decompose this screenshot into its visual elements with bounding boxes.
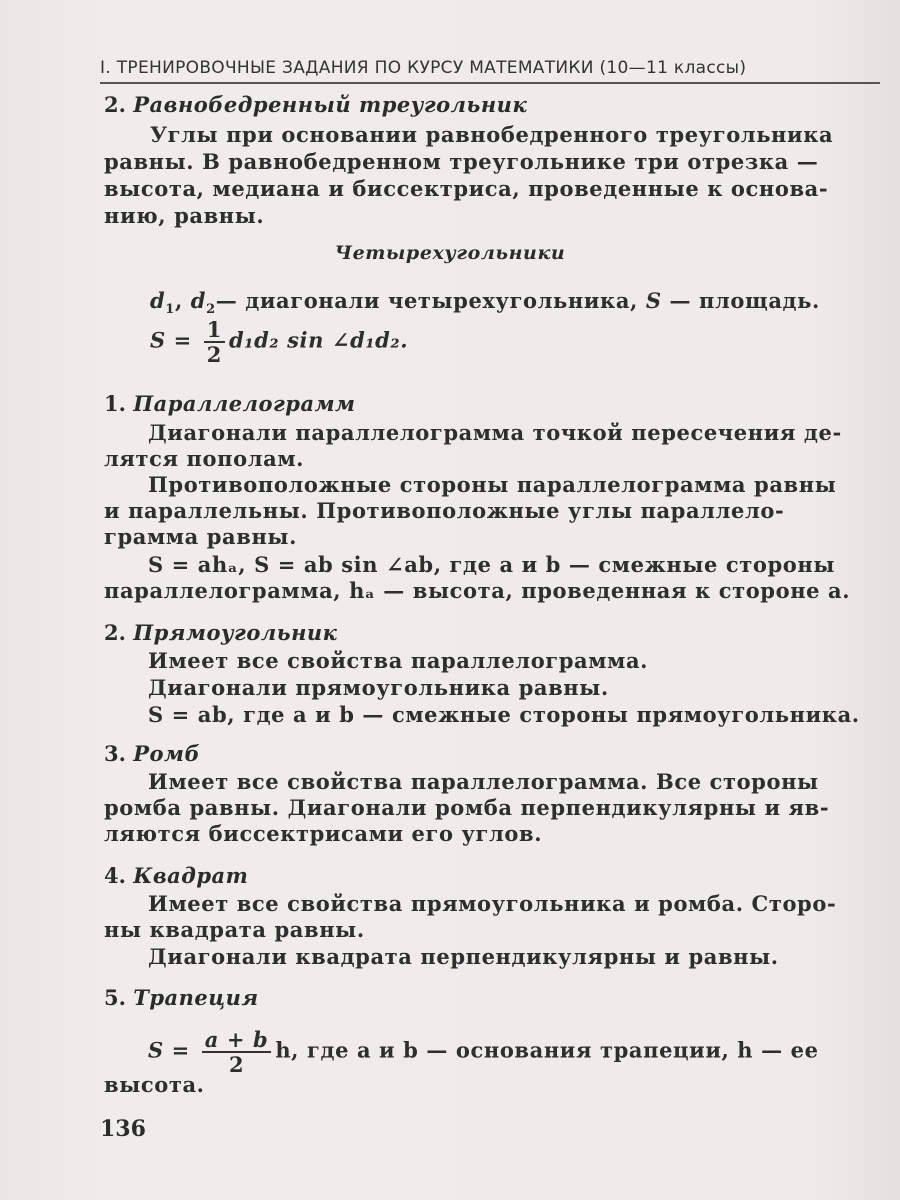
trapezoid-area-formula — [148, 1028, 819, 1076]
fraction-numerator: 1 — [204, 318, 225, 343]
section-name: Параллелограмм — [133, 391, 356, 416]
fraction-numerator: a + b — [202, 1028, 272, 1053]
text-line: S = ab, где a и b — смежные стороны прямоугольника. — [148, 702, 860, 727]
quad-area-formula — [150, 318, 408, 366]
definition-text: — площадь. — [661, 288, 820, 313]
text-line: Углы при основании равнобедренного треугольника — [150, 122, 834, 147]
math-separator: , — [174, 288, 191, 313]
math-symbol: d — [150, 288, 166, 313]
section-number: 2. — [104, 620, 126, 645]
section-parallelogram-title — [104, 391, 356, 416]
formula-line: S = ahₐ, S = ab sin ∠ab, где a и b — смежные стороны — [148, 552, 835, 577]
section-number: 4. — [104, 863, 126, 888]
subsection-title: Четырехугольники — [334, 242, 566, 264]
text-line: ромба равны. Диагонали ромба перпендикулярны и яв- — [104, 795, 830, 820]
section-name: Прямоугольник — [133, 620, 338, 645]
text-line: высота. — [104, 1072, 205, 1097]
formula-rhs: d₁d₂ sin ∠d₁d₂. — [229, 327, 409, 353]
section-name: Равнобедренный треугольник — [133, 92, 528, 117]
text-line: Имеет все свойства параллелограмма. — [148, 648, 649, 673]
section-trapezoid-title — [104, 985, 259, 1010]
text-line: и параллельны. Противоположные углы параллело- — [104, 498, 785, 523]
formula-line: параллелограмма, hₐ — высота, проведенная к стороне a. — [104, 578, 851, 603]
fraction — [202, 1028, 272, 1076]
text-line: Противоположные стороны параллелограмма равны — [148, 472, 837, 497]
text-line: ны квадрата равны. — [104, 917, 365, 942]
section-name: Ромб — [133, 741, 201, 766]
section-number: 3. — [104, 741, 126, 766]
text-line: Диагонали прямоугольника равны. — [148, 675, 609, 700]
math-symbol: d — [190, 288, 207, 313]
section-isosceles-title — [104, 92, 527, 117]
math-subscript: 2 — [206, 302, 216, 318]
section-name: Трапеция — [133, 985, 259, 1010]
section-square-title — [104, 863, 248, 888]
section-rhombus-title — [104, 741, 200, 766]
running-header: I. ТРЕНИРОВОЧНЫЕ ЗАДАНИЯ ПО КУРСУ МАТЕМАТИКИ (10—11 классы) — [100, 58, 880, 84]
text-line: высота, медиана и биссектриса, проведенные к основа- — [104, 176, 829, 201]
formula-lhs: S = — [148, 1037, 198, 1063]
section-number: 2. — [104, 92, 126, 117]
formula-lhs: S = — [150, 327, 200, 353]
section-name: Квадрат — [133, 863, 249, 888]
quad-definition — [150, 288, 820, 317]
text-line: грамма равны. — [104, 524, 297, 549]
page-number: 136 — [100, 1116, 146, 1142]
text-line: Диагонали параллелограмма точкой пересечения де- — [148, 420, 842, 445]
section-number: 5. — [104, 985, 126, 1010]
text-line: равны. В равнобедренном треугольнике три отрезка — — [104, 149, 819, 174]
fraction-denominator: 2 — [228, 1052, 245, 1078]
section-number: 1. — [104, 391, 126, 416]
section-rectangle-title — [104, 620, 337, 645]
text-line: лятся пополам. — [104, 446, 305, 471]
definition-text: — диагонали четырехугольника, — [215, 288, 646, 313]
fraction — [204, 318, 225, 366]
fraction-denominator: 2 — [206, 342, 223, 368]
formula-rhs: h, где a и b — основания трапеции, h — ее — [275, 1037, 819, 1063]
text-line: нию, равны. — [104, 203, 265, 228]
math-subscript: 1 — [165, 302, 175, 318]
math-symbol: S — [645, 288, 662, 313]
text-line: ляются биссектрисами его углов. — [104, 821, 543, 846]
text-line: Диагонали квадрата перпендикулярны и равны. — [148, 944, 779, 969]
text-line: Имеет все свойства прямоугольника и ромба. Сторо- — [148, 891, 837, 916]
text-line: Имеет все свойства параллелограмма. Все стороны — [148, 769, 819, 794]
